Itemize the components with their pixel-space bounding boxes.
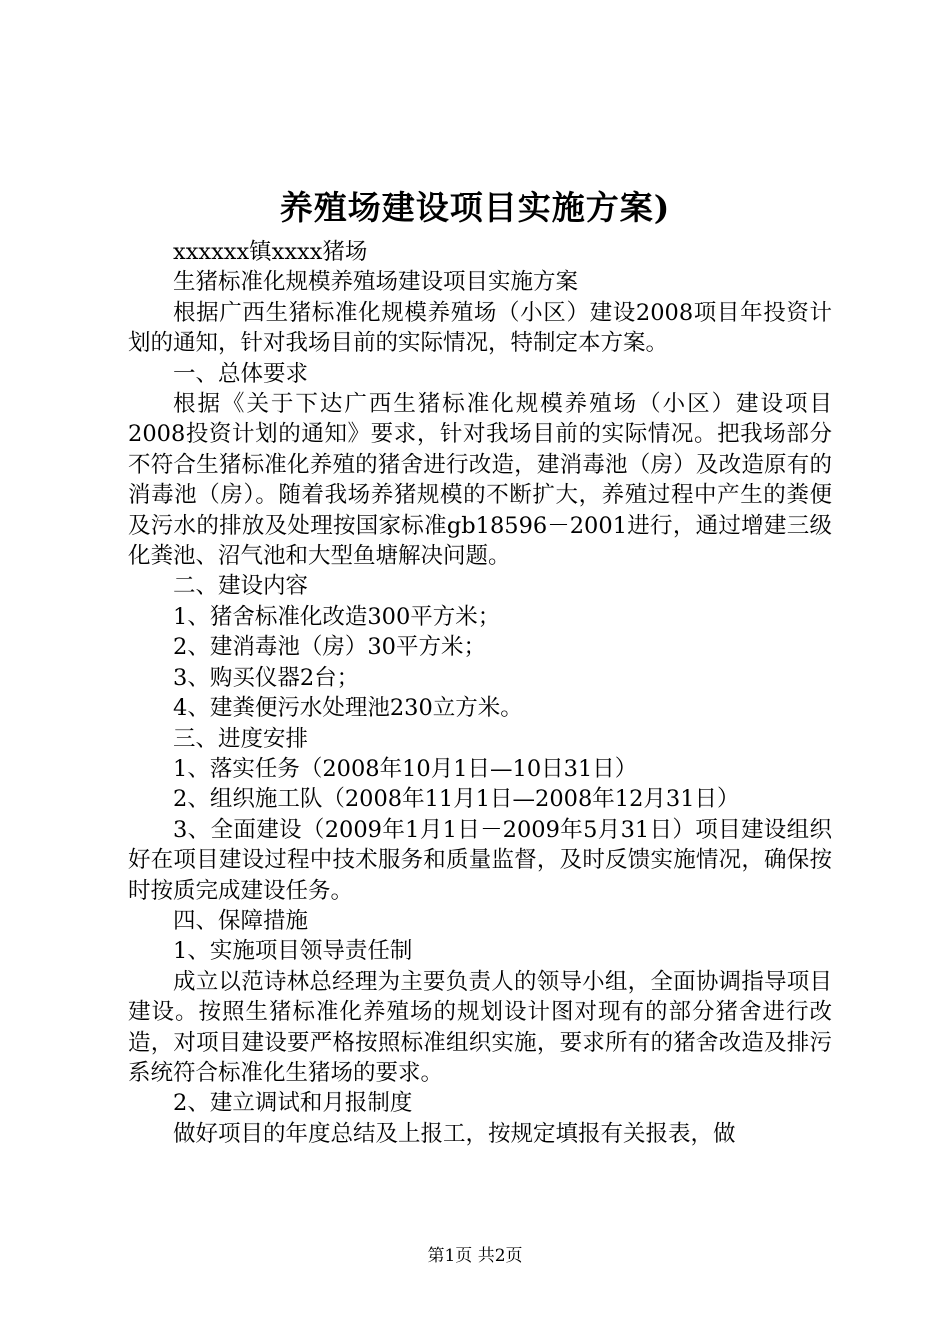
list-item: 2、建消毒池（房）30平方米； — [173, 634, 486, 661]
paragraph-leadership: 成立以范诗林总经理为主要负责人的领导小组，全面协调指导项目建设。按照生猪标准化养殖场的规划设计图对现有的部分猪舍进行改造，对项目建设要严格按照标准组织实施，要求所有的猪舍改造及排污系统符合标准化生猪场的要求。 — [128, 968, 832, 1086]
paragraph-general: 根据《关于下达广西生猪标准化规模养殖场（小区）建设项目2008投资计划的通知》要求，针对我场目前的实际情况。把我场部分不符合生猪标准化养殖的猪舍进行改造，建消毒池（房）及改造原有的消毒池（房）。随着我场养猪规模的不断扩大，养殖过程中产生的粪便及污水的排放及处理按国家标准gb18596－2001进行，通过增建三级化粪池、沼气池和大型鱼塘解决问题。 — [128, 391, 832, 570]
section-heading-general: 一、总体要求 — [173, 360, 309, 387]
list-item: 4、建粪便污水处理池230立方米。 — [173, 695, 523, 722]
list-item: 3、购买仪器2台； — [173, 664, 360, 691]
paragraph-farm-name: xxxxxx镇xxxx猪场 — [173, 239, 368, 265]
section-heading-content: 二、建设内容 — [173, 573, 309, 600]
subsection-heading: 2、建立调试和月报制度 — [173, 1090, 413, 1117]
paragraph-subtitle: 生猪标准化规模养殖场建设项目实施方案 — [173, 269, 579, 296]
list-item: 1、猪舍标准化改造300平方米； — [173, 603, 501, 630]
document-title: 养殖场建设项目实施方案) — [279, 188, 671, 227]
list-item: 3、全面建设（2009年1月1日－2009年5月31日）项目建设组织好在项目建设过程中技术服务和质量监督，及时反馈实施情况，确保按时按质完成建设任务。 — [128, 816, 832, 904]
document-body — [128, 237, 832, 1149]
paragraph-reporting: 做好项目的年度总结及上报工，按规定填报有关报表，做 — [173, 1120, 736, 1147]
section-heading-schedule: 三、进度安排 — [173, 725, 309, 752]
subsection-heading: 1、实施项目领导责任制 — [173, 938, 413, 965]
page-number-footer: 第1页 共2页 — [427, 1246, 523, 1266]
list-item: 1、落实任务（2008年10月1日—10日31日） — [173, 755, 638, 782]
section-heading-measures: 四、保障措施 — [173, 907, 309, 934]
paragraph-intro: 根据广西生猪标准化规模养殖场（小区）建设2008项目年投资计划的通知，针对我场目前的实际情况，特制定本方案。 — [128, 299, 832, 357]
list-item: 2、组织施工队（2008年11月1日—2008年12月31日） — [173, 786, 740, 813]
